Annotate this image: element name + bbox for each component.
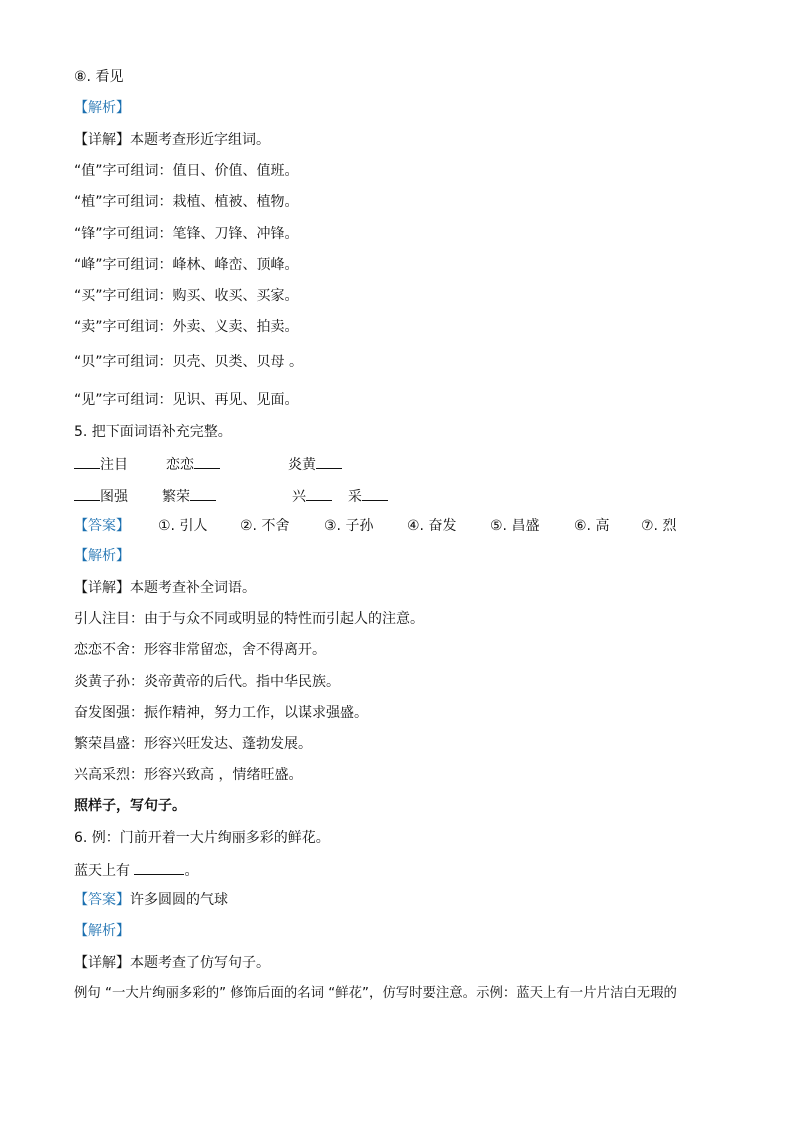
word-group-line: “卖”字可组词：外卖、义卖、拍卖。 (74, 319, 299, 335)
explanation-line: 恋恋不舍：形容非常留恋，舍不得离开。 (74, 642, 326, 658)
blank-line (362, 486, 388, 501)
analysis-tag: 【解析】 (74, 923, 130, 939)
word-group-line: “峰”字可组词：峰林、峰峦、顶峰。 (74, 257, 299, 273)
answer-item-6: ⑥. 高 (574, 518, 610, 534)
answer-item-5: ⑤. 昌盛 (490, 518, 540, 534)
section-title: 照样子，写句子。 (74, 798, 186, 814)
blank-line (74, 486, 100, 501)
answer-item-2: ②. 不舍 (240, 518, 290, 534)
answer-tag: 【答案】 (74, 518, 130, 534)
blank-line (190, 486, 216, 501)
answer-item-3: ③. 子孙 (324, 518, 374, 534)
question-5: 5. 把下面词语补充完整。 (74, 424, 232, 440)
detail-line: 【详解】本题考查补全词语。 (74, 580, 256, 596)
explanation-line: 兴高采烈：形容兴致高 ，情绪旺盛。 (74, 767, 303, 783)
blank-line (194, 454, 220, 469)
explanation-line: 奋发图强：振作精神，努力工作，以谋求强盛。 (74, 705, 368, 721)
fill-in-item: 注目 (74, 454, 128, 474)
answer-item-1: ①. 引人 (158, 518, 208, 534)
fill-in-item: 采 (348, 486, 388, 506)
blank-line (74, 454, 100, 469)
explanation-line: 例句 “一大片绚丽多彩的” 修饰后面的名词 “鲜花”，仿写时要注意。示例：蓝天上有一片片洁白无瑕的 (74, 986, 677, 1001)
word-group-line: “买”字可组词：购买、收买、买家。 (74, 288, 299, 304)
question-6-example: 6. 例：门前开着一大片绚丽多彩的鲜花。 (74, 830, 330, 846)
fill-in-item: 恋恋 (166, 454, 220, 474)
answer-text: 许多圆圆的气球 (130, 892, 228, 908)
detail-line: 【详解】本题考查了仿写句子。 (74, 955, 270, 971)
word-group-line: “见”字可组词：见识、再见、见面。 (74, 392, 299, 408)
answer-tag: 【答案】 (74, 892, 130, 908)
fill-in-item: 图强 (74, 486, 128, 506)
word-group-line: “植”字可组词：栽植、植被、植物。 (74, 194, 299, 210)
blank-line (306, 486, 332, 501)
detail-line: 【详解】本题考查形近字组词。 (74, 132, 270, 148)
blank-line (134, 860, 184, 875)
fill-in-item: 繁荣 (162, 486, 216, 506)
answer-item-7: ⑦. 烈 (641, 518, 677, 534)
answer-line (74, 891, 228, 909)
analysis-tag: 【解析】 (74, 100, 130, 116)
explanation-line: 炎黄子孙：炎帝黄帝的后代。指中华民族。 (74, 674, 340, 690)
fill-in-item: 炎黄 (288, 454, 342, 474)
word-group-line: “贝”字可组词：贝壳、贝类、贝母 。 (74, 354, 303, 370)
answer-item-8: ⑧. 看见 (74, 69, 124, 85)
explanation-line: 繁荣昌盛：形容兴旺发达、蓬勃发展。 (74, 736, 312, 752)
word-group-line: “值”字可组词：值日、价值、值班。 (74, 163, 299, 179)
fill-in-item: 兴 (292, 486, 332, 506)
question-6-prompt: 蓝天上有 。 (74, 860, 198, 880)
answer-item-4: ④. 奋发 (407, 518, 457, 534)
analysis-tag: 【解析】 (74, 548, 130, 564)
explanation-line: 引人注目：由于与众不同或明显的特性而引起人的注意。 (74, 611, 424, 627)
word-group-line: “锋”字可组词：笔锋、刀锋、冲锋。 (74, 226, 299, 242)
blank-line (316, 454, 342, 469)
